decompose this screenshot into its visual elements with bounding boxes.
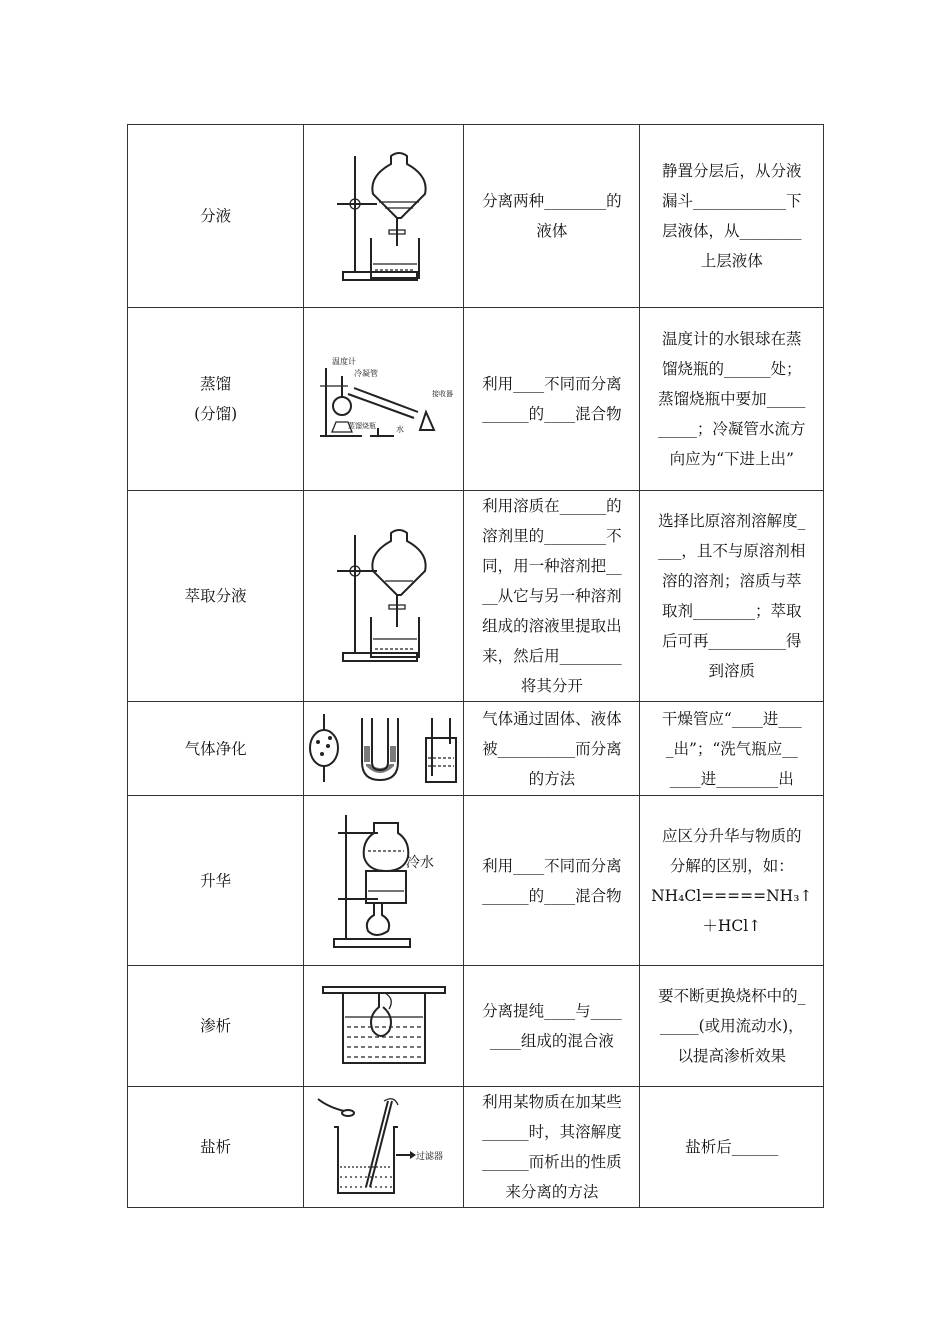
method-name: 盐析 — [128, 1087, 304, 1208]
figure-label: 过滤器 — [415, 1152, 443, 1162]
principle-cell: 分离提纯____与____ ____组成的混合液 — [464, 966, 640, 1087]
method-name: 蒸馏 (分馏) — [128, 308, 304, 491]
distillation-figure — [304, 308, 464, 491]
principle-cell: 气体通过固体、液体 被__________而分离 的方法 — [464, 702, 640, 796]
note-cell: 应区分升华与物质的 分解的区别，如： NH₄Cl=====NH₃↑ ＋HCl↑ — [640, 796, 824, 966]
note-cell: 盐析后______ — [640, 1087, 824, 1208]
distillation-illustration — [314, 354, 454, 444]
principle-cell: 利用某物质在加某些 ______时，其溶解度 ______而析出的性质 来分离的方法 — [464, 1087, 640, 1208]
gas-purification-figure — [304, 702, 464, 796]
sublimation-figure — [304, 796, 464, 966]
separatory-funnel-illustration — [329, 146, 439, 286]
gas-purification-illustration — [306, 710, 461, 788]
figure-label: 接收器 — [431, 390, 453, 398]
note-cell: 要不断更换烧杯中的_ _____(或用流动水)， 以提高渗析效果 — [640, 966, 824, 1087]
dialysis-illustration — [319, 981, 449, 1071]
note-cell: 干燥管应“____进___ _出”；“洗气瓶应__ ____进________出 — [640, 702, 824, 796]
note-cell: 静置分层后，从分液 漏斗____________下 层液体，从________ 上层液体 — [640, 125, 824, 308]
table-row — [128, 125, 824, 308]
table-row — [128, 1087, 824, 1208]
figure-label: 蒸馏烧瓶 — [347, 422, 376, 430]
figure-label: 冷凝管 — [353, 369, 378, 378]
principle-cell: 分离两种________的 液体 — [464, 125, 640, 308]
dialysis-figure — [304, 966, 464, 1087]
principle-cell: 利用____不同而分离 ______的____混合物 — [464, 796, 640, 966]
table-row — [128, 308, 824, 491]
sublimation-illustration — [324, 811, 444, 951]
salting-out-illustration — [314, 1093, 454, 1201]
table-row — [128, 796, 824, 966]
note-cell: 选择比原溶剂溶解度_ ___，且不与原溶剂相 溶的溶剂；溶质与萃 取剂________；萃取 后可再__________得 到溶质 — [640, 491, 824, 702]
note-cell: 温度计的水银球在蒸 馏烧瓶的______处； 蒸馏烧瓶中要加_____ _____；冷凝管水流方 向应为“下进上出” — [640, 308, 824, 491]
table-row — [128, 702, 824, 796]
table-row — [128, 966, 824, 1087]
principle-cell: 利用____不同而分离 ______的____混合物 — [464, 308, 640, 491]
figure-label: 水 — [395, 425, 404, 434]
principle-cell: 利用溶质在______的 溶剂里的________不 同，用一种溶剂把__ __从它与另一种溶剂 组成的溶液里提取出 来，然后用________ 将其分开 — [464, 491, 640, 702]
salting-out-figure — [304, 1087, 464, 1208]
method-name: 分液 — [128, 125, 304, 308]
extraction-figure — [304, 491, 464, 702]
figure-label: 温度计 — [331, 357, 356, 366]
separatory-funnel-figure — [304, 125, 464, 308]
table-row — [128, 491, 824, 702]
extraction-illustration — [329, 525, 439, 667]
method-name: 萃取分液 — [128, 491, 304, 702]
separation-methods-table — [127, 124, 824, 1208]
method-name: 升华 — [128, 796, 304, 966]
figure-label: 冷水 — [405, 854, 434, 871]
method-name: 渗析 — [128, 966, 304, 1087]
method-name: 气体净化 — [128, 702, 304, 796]
